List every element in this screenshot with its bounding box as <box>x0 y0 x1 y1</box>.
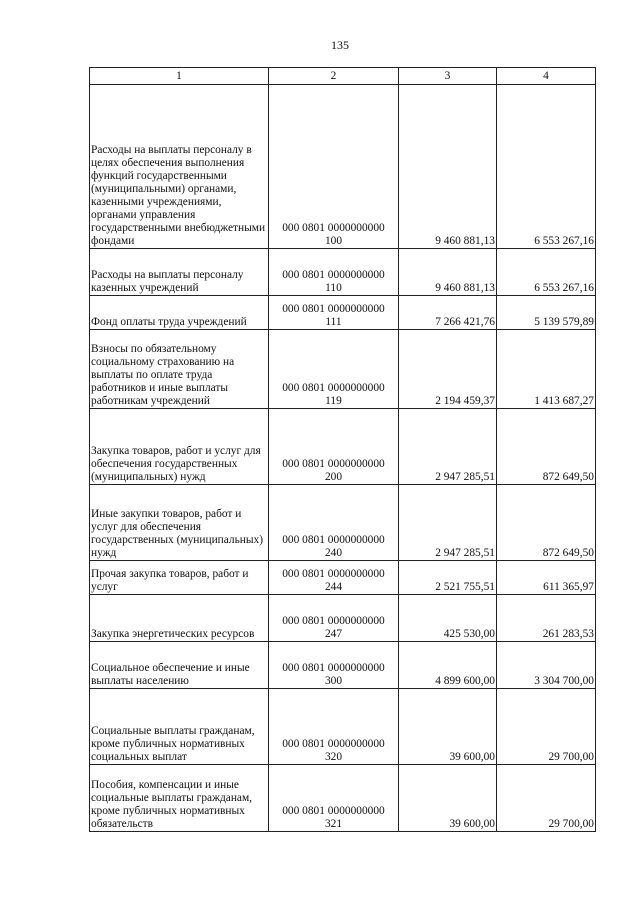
table-row <box>90 595 596 642</box>
row-amount-col3: 2 947 285,51 <box>399 409 497 485</box>
row-amount-col4: 6 553 267,16 <box>497 85 596 249</box>
row-code <box>269 765 399 832</box>
row-name: Закупка товаров, работ и услуг для обеспечения государственных (муниципальных) нужд <box>90 409 269 485</box>
table-row <box>90 642 596 689</box>
row-code <box>269 485 399 561</box>
table-row <box>90 330 596 409</box>
row-name: Взносы по обязательному социальному страхованию на выплаты по оплате труда работников и иные выплаты работникам учреждений <box>90 330 269 409</box>
row-amount-col3: 39 600,00 <box>399 765 497 832</box>
row-code <box>269 296 399 330</box>
row-code-line2: 200 <box>324 471 343 483</box>
row-code-line1: 000 0801 0000000000 <box>282 568 385 580</box>
column-header-4: 4 <box>497 68 596 85</box>
table-row <box>90 296 596 330</box>
row-name: Прочая закупка товаров, работ и услуг <box>90 561 269 595</box>
row-code-line1: 000 0801 0000000000 <box>282 269 385 281</box>
row-code-line2: 320 <box>324 751 343 763</box>
row-amount-col4: 1 413 687,27 <box>497 330 596 409</box>
row-code <box>269 249 399 296</box>
row-code-line2: 244 <box>324 581 343 593</box>
row-name: Социальное обеспечение и иные выплаты населению <box>90 642 269 689</box>
column-header-1: 1 <box>90 68 269 85</box>
row-code <box>269 85 399 249</box>
row-code-line1: 000 0801 0000000000 <box>282 805 385 817</box>
row-amount-col4: 872 649,50 <box>497 485 596 561</box>
row-code <box>269 642 399 689</box>
row-code-line1: 000 0801 0000000000 <box>282 738 385 750</box>
table-row <box>90 765 596 832</box>
budget-table <box>89 67 596 832</box>
row-amount-col3: 2 194 459,37 <box>399 330 497 409</box>
row-code-line2: 321 <box>324 818 343 830</box>
row-name: Фонд оплаты труда учреждений <box>90 296 269 330</box>
row-amount-col4: 29 700,00 <box>497 765 596 832</box>
row-code <box>269 595 399 642</box>
row-amount-col4: 5 139 579,89 <box>497 296 596 330</box>
row-code-line1: 000 0801 0000000000 <box>282 534 385 546</box>
row-amount-col3: 2 947 285,51 <box>399 485 497 561</box>
row-amount-col3: 4 899 600,00 <box>399 642 497 689</box>
row-code-line1: 000 0801 0000000000 <box>282 222 385 234</box>
row-code-line2: 240 <box>324 547 343 559</box>
row-amount-col3: 39 600,00 <box>399 689 497 765</box>
row-amount-col4: 6 553 267,16 <box>497 249 596 296</box>
row-code <box>269 330 399 409</box>
row-amount-col3: 9 460 881,13 <box>399 249 497 296</box>
column-header-3: 3 <box>399 68 497 85</box>
row-amount-col3: 9 460 881,13 <box>399 85 497 249</box>
row-code-line2: 119 <box>325 395 342 407</box>
row-amount-col3: 7 266 421,76 <box>399 296 497 330</box>
row-name: Пособия, компенсации и иные социальные выплаты гражданам, кроме публичных нормативных обязательств <box>90 765 269 832</box>
column-header-2: 2 <box>269 68 399 85</box>
row-amount-col3: 425 530,00 <box>399 595 497 642</box>
row-code-line2: 247 <box>324 628 343 640</box>
row-name: Закупка энергетических ресурсов <box>90 595 269 642</box>
row-code-line2: 300 <box>324 675 343 687</box>
row-code-line1: 000 0801 0000000000 <box>282 382 385 394</box>
row-code-line2: 111 <box>325 316 342 328</box>
row-amount-col3: 2 521 755,51 <box>399 561 497 595</box>
table-header-row <box>90 68 596 85</box>
row-name: Иные закупки товаров, работ и услуг для обеспечения государственных (муниципальных) нужд <box>90 485 269 561</box>
row-amount-col4: 261 283,53 <box>497 595 596 642</box>
page-number: 135 <box>331 38 349 52</box>
table-row <box>90 561 596 595</box>
row-amount-col4: 29 700,00 <box>497 689 596 765</box>
row-code <box>269 561 399 595</box>
row-amount-col4: 872 649,50 <box>497 409 596 485</box>
row-amount-col4: 3 304 700,00 <box>497 642 596 689</box>
row-code-line1: 000 0801 0000000000 <box>282 615 385 627</box>
row-amount-col4: 611 365,97 <box>497 561 596 595</box>
row-name: Социальные выплаты гражданам, кроме публичных нормативных социальных выплат <box>90 689 269 765</box>
table-row <box>90 249 596 296</box>
row-code <box>269 689 399 765</box>
row-name: Расходы на выплаты персоналу казенных учреждений <box>90 249 269 296</box>
row-code-line2: 110 <box>325 282 342 294</box>
table-row <box>90 485 596 561</box>
row-name: Расходы на выплаты персоналу в целях обеспечения выполнения функций государственными (муниципальными) органами, казенными учреждениями, органами управления государственными внебюджетными фондами <box>90 85 269 249</box>
table-row <box>90 409 596 485</box>
row-code-line2: 100 <box>324 235 343 247</box>
row-code <box>269 409 399 485</box>
row-code-line1: 000 0801 0000000000 <box>282 303 385 315</box>
row-code-line1: 000 0801 0000000000 <box>282 662 385 674</box>
row-code-line1: 000 0801 0000000000 <box>282 458 385 470</box>
table-row <box>90 689 596 765</box>
table-row <box>90 85 596 249</box>
